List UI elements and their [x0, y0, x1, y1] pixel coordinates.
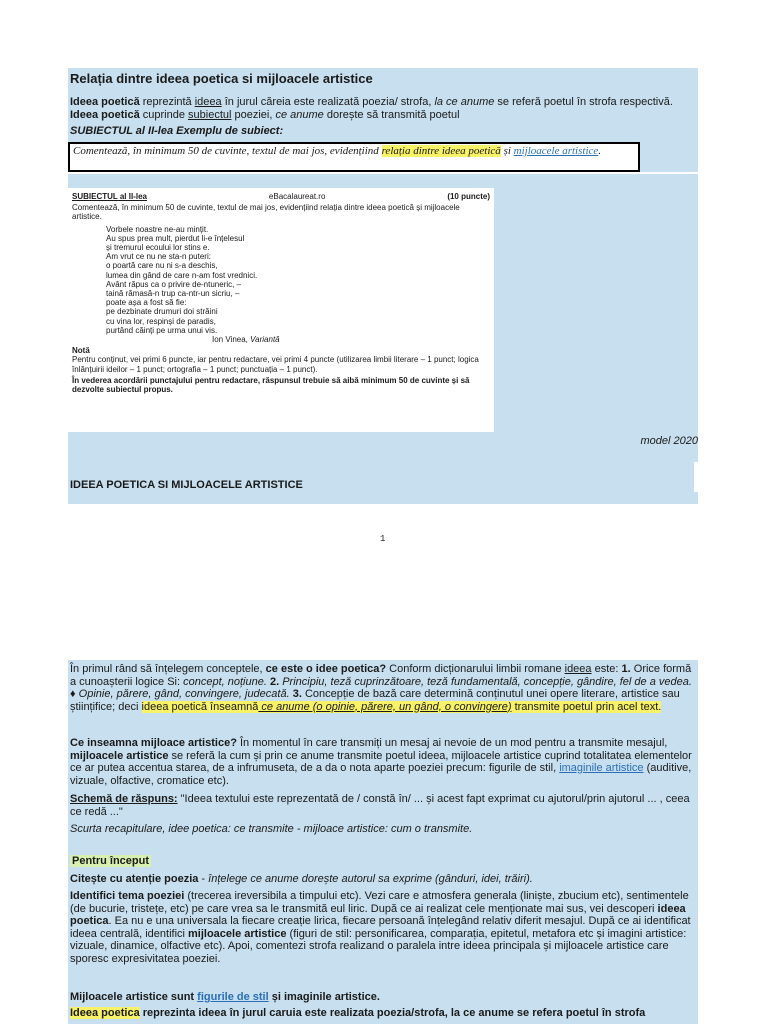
def-bold-1: Ideea poetică	[70, 96, 140, 108]
last-line	[70, 1007, 694, 1019]
citeste-bold: Citește cu atenție poezia	[70, 873, 199, 885]
p1-bold-1: ce este o idee poetica?	[265, 663, 387, 675]
section-heading: IDEEA POETICA SI MIJLOACELE ARTISTICE	[70, 479, 303, 491]
poem-author-name: Ion Vinea,	[212, 335, 251, 345]
exam-header-left: SUBIECTUL al II-lea	[72, 192, 147, 201]
box-text-1: Comentează, în minimum 50 de cuvinte, textul de mai jos, evidențiind	[73, 145, 382, 157]
p1-text-3: este:	[591, 663, 622, 675]
p1-highlight-2: ce anume (o opinie, părere, un gând, o convingere)	[258, 700, 512, 713]
citeste-line	[70, 873, 694, 886]
box-text-3: .	[598, 145, 602, 157]
p1-highlight-1: ideea poetică înseamnă	[141, 700, 259, 713]
def-text-6: dorește să transmită poetul	[323, 108, 460, 121]
page-title: Relația dintre ideea poetica si mijloacele artistice	[70, 71, 373, 86]
def-bold-2: Ideea poetică	[70, 108, 140, 121]
ident-bold-1: Identifici tema poeziei	[70, 890, 185, 902]
poem-line: Am vrut ce nu ne sta-n puteri:	[106, 252, 211, 262]
page2-block	[68, 660, 698, 1024]
poem-line: poate așa a fost să fie:	[106, 298, 187, 308]
p2-bold-1: Ce inseamna mijloace artistice?	[70, 737, 237, 749]
definition-paragraph	[70, 96, 682, 121]
p1-text-2: Conform dicționarului limbii romane	[386, 663, 565, 675]
ident-bold-2: ideea poetica	[70, 902, 686, 927]
paragraph-concepts	[70, 663, 694, 713]
p1-text-1: În primul rând să înțelegem conceptele,	[70, 663, 266, 675]
schema-raspuns	[70, 793, 694, 818]
def-text-1: reprezintă	[139, 96, 195, 108]
poem-line: cu vina lor, respinși de paradis,	[106, 316, 216, 326]
def-text-2: în jurul căreia este realizată poezia/ strofa,	[221, 96, 435, 108]
def-text-3: se referă poetul în strofa respectivă.	[494, 96, 673, 108]
last-highlight: Ideea poetica	[70, 1007, 140, 1019]
exam-nota-2: În vederea acordării punctajului pentru redactare, răspunsul trebuie să aibă minimum 50 de cuvinte și să dezvolte subiectul propus.	[72, 375, 470, 395]
citeste-italic: înțelege ce anume dorește autorul sa exprime (gânduri, idei, trăiri).	[208, 873, 533, 885]
p1-text-6: Concepție de bază care determină conținutul unei opere literare, artistice sau științifice; deci	[70, 688, 680, 713]
p2-text-2: se referă la cum și prin ce anume transmite poetul ideea, mijloacele artistice cuprind totalitatea elementelor ce ar putea accentua starea, de a infrumuseta, de a da o nota aparte poeziei precum: figurile de stil,	[70, 749, 692, 774]
poem-line: taină rămasă-n trup ca-ntr-un sicriu, –	[106, 289, 240, 299]
ident-text-2: . Ea nu e una universala la fiecare creație lirica, fiecare persoană înțelegând relativ diferit mesajul. După ce ai identificat ideea centrală, identifici	[70, 915, 691, 940]
poem-line: purtând căinți pe urma unui vis.	[106, 325, 218, 335]
mij-text-1: Mijloacele artistice sunt	[70, 991, 198, 1003]
p1-italic-1: concept, noțiune.	[183, 675, 267, 688]
schema-label: Schemă de răspuns:	[70, 793, 178, 805]
exam-header-mid: eBacalaureat.ro	[268, 192, 326, 201]
poem-line: și tremurul ecoului lor stins e.	[106, 243, 210, 253]
box-link-mijloace[interactable]: mijloacele artistice	[513, 145, 599, 157]
ident-text-3: (figuri de stil: personificarea, comparația, epitetul, metafora etc și imagini artistice: vizuale, dinamice, olfactive etc). Apoi, comentezi strofa realizand o paralela intre ideea principala și mijloacele artistice care sporesc expresivitatea poeziei.	[70, 927, 687, 965]
exam-nota-1: Pentru conținut, vei primi 6 puncte, iar pentru redactare, vei primi 4 puncte (utilizarea limbii literare – 1 punct; logica înlănțuirii ideilor – 1 punct; ortografia – 1 punct; punctuația – 1 punct).	[72, 355, 479, 374]
def-text-4: cuprinde	[139, 108, 189, 121]
subiect-heading: SUBIECTUL al II-lea Exemplu de subiect:	[70, 125, 284, 137]
p1-text-4: Orice formă a cunoașterii logice Si:	[70, 663, 692, 688]
model-label: model 2020	[640, 435, 698, 447]
exam-header-right: (10 puncte)	[447, 192, 490, 201]
page-number: 1	[380, 534, 386, 544]
box-text-2: și	[500, 145, 514, 157]
p2-text-3: (auditive, vizuale, olfactive, cromatice etc).	[70, 762, 692, 787]
citeste-dash: -	[198, 873, 209, 885]
exam-instructions: Comentează, în minimum 50 de cuvinte, textul de mai jos, evidențiind relația dintre ideea poetică și mijloacele artistice.	[72, 203, 460, 222]
poem-line: o poartă care nu ni s-a deschis,	[106, 261, 218, 271]
pentru-inceput: Pentru început	[72, 855, 150, 867]
poem-author-title: Variantă	[250, 335, 280, 345]
poem-line: Vorbele noastre ne-au mințit.	[106, 224, 209, 234]
poem-line: Avânt răpus ca o privire de-ntuneric, –	[106, 279, 242, 289]
exam-header-row	[72, 192, 490, 201]
p2-bold-2: mijloacele artistice	[70, 749, 169, 762]
p1-underline-ideea: ideea	[564, 663, 592, 675]
p2-text-1: În momentul în care transmiți un mesaj ai nevoie de un mod pentru a transmite mesajul,	[236, 737, 668, 749]
ident-text-1: (trecerea ireversibila a timpului etc). Vezi care e atmosfera generala (liniște, zbucium etc), sentimentele (de bucurie, tristețe, etc) pe care vrea sa le transmită eul liric. După ce ai realizat cele menționate mai sus, vei descoperi	[70, 890, 689, 915]
p1-bold-3: 2.	[266, 675, 280, 688]
exam-poem	[72, 225, 490, 335]
link-imaginile-artistice[interactable]: imaginile artistice	[559, 762, 644, 774]
exam-subject-image	[68, 188, 494, 432]
p1-bold-2: 1.	[621, 663, 631, 675]
poem-line: lumea din gând de care n-am fost vrednici.	[106, 270, 258, 280]
schema-text: "Ideea textului este reprezentată de / constă în/ ... și acest fapt exprimat cu ajutorul/prin ajutorul ... , ceea ce redă ..."	[70, 793, 690, 818]
exam-question-box	[68, 142, 640, 172]
poem-author	[72, 335, 490, 344]
def-subiectul: subiectul	[188, 108, 232, 121]
exam-nota-heading: Notă	[72, 346, 90, 356]
p1-bold-4: 3.	[289, 688, 302, 700]
def-ideea: ideea	[194, 96, 222, 108]
page-edge	[694, 462, 698, 492]
def-text-5: poeziei,	[231, 108, 276, 121]
def-italic-1: la ce anume	[434, 96, 495, 108]
poem-line: pe dezbinate drumuri doi străini	[106, 307, 218, 317]
recap-line: Scurta recapitulare, idee poetica: ce transmite - mijloace artistice: cum o transmite.	[70, 823, 473, 835]
poem-line: Au spus prea mult, pierdut li-e înțelesul	[106, 233, 245, 243]
p1-italic-2: Principiu, teză cuprinzătoare, teză fundamentală, concepție, gândire, fel de a vedea.	[279, 675, 692, 688]
paragraph-mijloace	[70, 737, 694, 787]
p1-text-5: ♦	[70, 688, 79, 700]
last-text: reprezinta ideea în jurul caruia este realizata poezia/strofa, la ce anume se refera poetul în strofa	[139, 1007, 646, 1019]
p1-highlight-3: transmite poetul prin acel text.	[511, 700, 662, 713]
link-figurile-de-stil[interactable]: figurile de stil	[197, 991, 269, 1003]
ident-bold-3: mijloacele artistice	[188, 927, 287, 940]
box-highlight: relația dintre ideea poetică	[381, 145, 501, 157]
mijloace-line	[70, 991, 380, 1003]
mij-text-2: și imaginile artistice.	[268, 991, 380, 1003]
paragraph-identifici	[70, 890, 694, 965]
def-italic-2: ce anume	[275, 108, 324, 121]
p1-italic-3: Opinie, părere, gând, convingere, judecată.	[78, 688, 290, 700]
